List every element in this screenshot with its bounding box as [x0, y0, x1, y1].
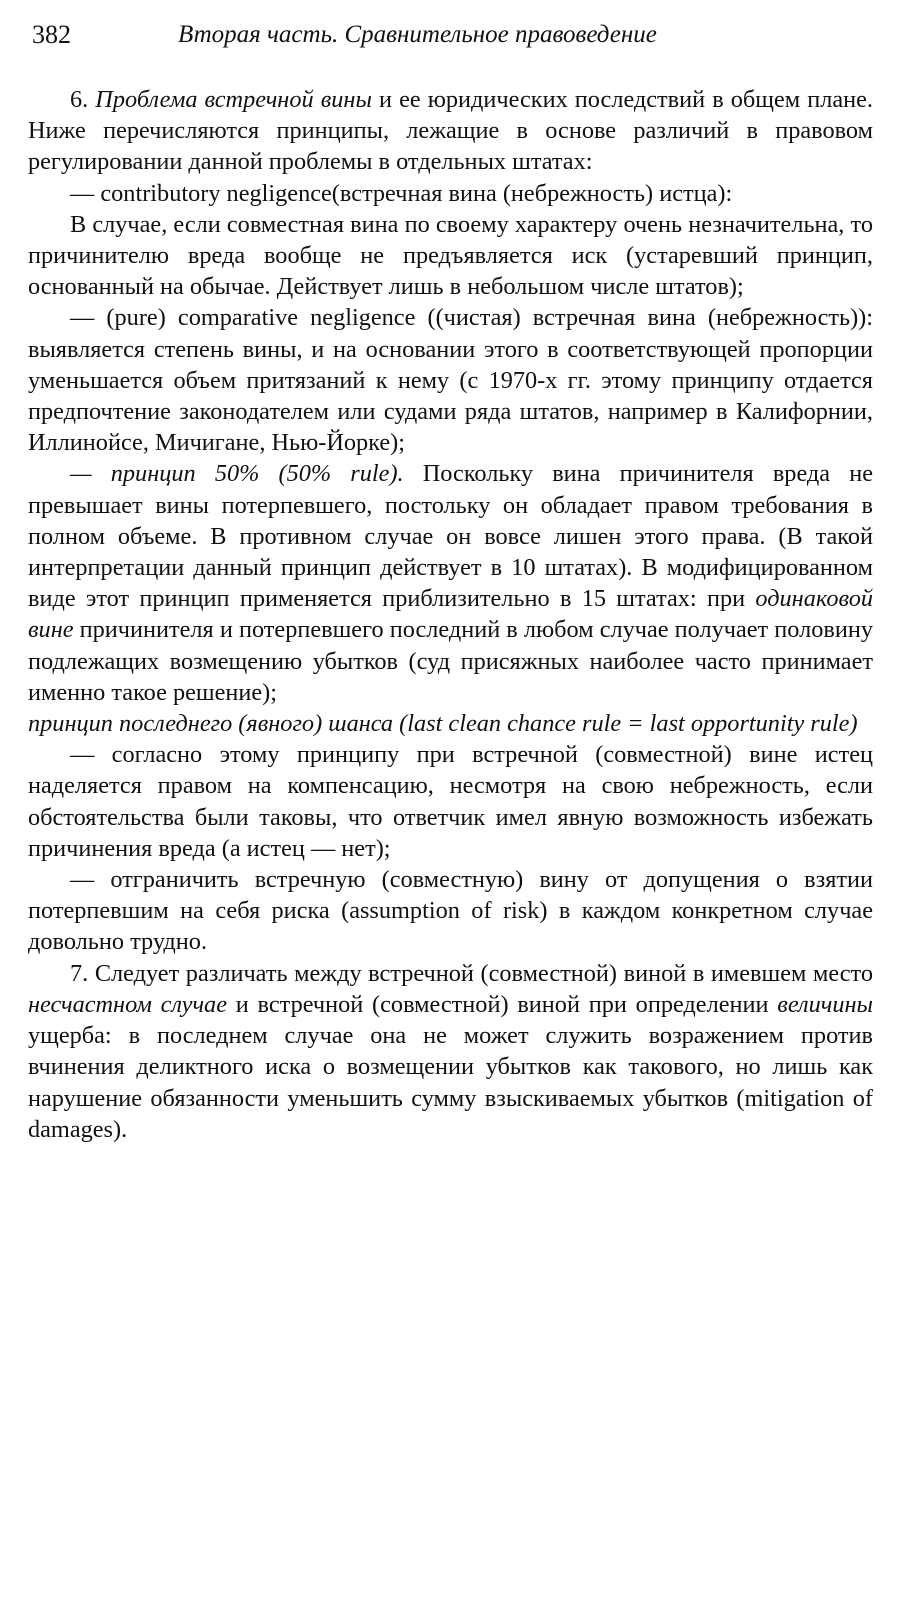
- running-title: Вторая часть. Сравнительное правоведение: [178, 21, 657, 48]
- paragraph-assumption-of-risk: [28, 864, 873, 958]
- emphasized-term: Проблема встречной вины: [95, 86, 372, 113]
- emphasized-term: величины: [777, 990, 873, 1018]
- subheading-last-chance-rule: [28, 708, 873, 739]
- emphasized-term: — принцип 50% (50% rule).: [70, 460, 404, 488]
- paragraph-text: причинителя и потерпевшего последний в любом случае получает половину подлежащих возмещению убытков (суд присяжных наиболее часто принимает именно такое решение);: [28, 616, 873, 706]
- paragraph-text: и ее юридических последствий в общем плане. Ниже перечисляются принципы, лежащие в основе различий в правовом регулировании данной проблемы в отдельных штатах:: [28, 86, 873, 176]
- book-page: [28, 18, 873, 1145]
- emphasized-term: несчастном случае: [28, 990, 227, 1018]
- paragraph-6: [28, 84, 873, 178]
- list-item-comparative-negligence: [28, 302, 873, 458]
- paragraph-text: и встречной (совместной) виной при определении: [226, 990, 778, 1018]
- paragraph-text: Поскольку вина причинителя вреда не превышает вины потерпевшего, постольку он обладает правом требования в полном объеме. В противном случае он вовсе лишен этого права. (В такой интерпретации данный принцип действует в 10 штатах). В модифицированном виде этот принцип применяется приблизительно в 15 штатах: при: [28, 460, 874, 613]
- page-header: [28, 18, 873, 52]
- emphasized-term: принцип последнего (явного) шанса (last clean chance rule = last opportunity rule): [28, 710, 858, 738]
- paragraph-text: В случае, если совместная вина по своему характеру очень незначительна, то причинителю вреда вообще не предъявляется иск (устаревший принцип, основанный на обычае. Действует лишь в небольшом числе штатов);: [28, 210, 873, 301]
- paragraph-text: — (pure) comparative negligence ((чистая) встречная вина (небрежность)): выявляется степень вины, и на основании этого в соответствующей пропорции уменьшается объем притязаний к нему (с 1970-х гг. этому принципу отдается предпочтение законодателем или судами ряда штатов, например в Калифорнии, Иллинойсе, Мичигане, Нью-Йорке);: [28, 304, 873, 457]
- paragraph-text: — contributory negligence(встречная вина (небрежность) истца):: [70, 179, 733, 207]
- paragraph-text: 7. Следует различать между встречной (совместной) виной в имевшем место: [70, 959, 873, 987]
- body-text: [28, 84, 873, 1145]
- emphasized-term: одинаковой вине: [28, 585, 873, 644]
- paragraph-last-chance-explanation: [28, 739, 873, 864]
- list-item-50-percent-rule: [28, 458, 873, 708]
- list-item-contributory-negligence: [28, 178, 873, 209]
- paragraph-contributory-explanation: [28, 209, 873, 303]
- paragraph-text: — отграничить встречную (совместную) вину от допущения о взятии потерпевшим на себя риска (assumption of risk) в каждом конкретном случае довольно трудно.: [28, 866, 873, 956]
- page-number: 382: [32, 20, 71, 49]
- paragraph-7: [28, 958, 873, 1145]
- paragraph-text: ущерба: в последнем случае она не может служить возражением против вчинения деликтного иска о возмещении убытков как такового, но лишь как нарушение обязанности уменьшить сумму взыскиваемых убытков (mitigation of damages).: [28, 1022, 873, 1143]
- paragraph-text: — согласно этому принципу при встречной (совместной) вине истец наделяется правом на компенсацию, несмотря на свою небрежность, если обстоятельства были таковы, что ответчик имел явную возможность избежать причинения вреда (а истец — нет);: [28, 741, 873, 862]
- paragraph-number: 6.: [70, 86, 96, 113]
